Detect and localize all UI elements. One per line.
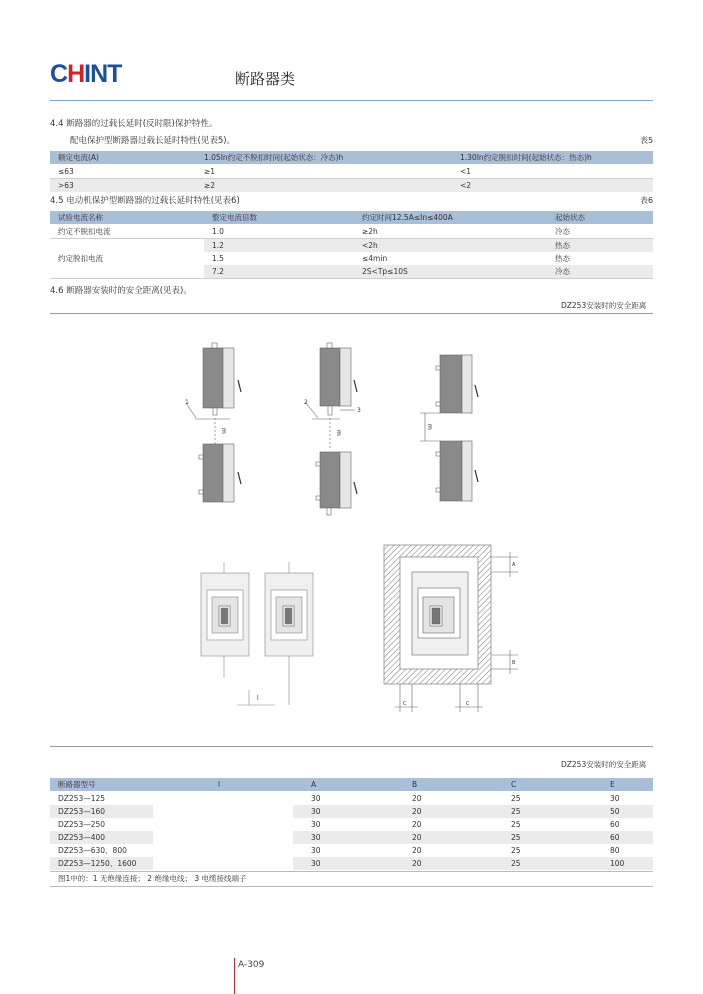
section-4-4-heading: 4.4 断路器的过载长延时(反时限)保护特性。 <box>50 119 218 129</box>
label-2: 2 <box>304 399 308 406</box>
table6-cell: 1.0 <box>212 227 224 236</box>
figure-bottom-rule <box>50 746 653 747</box>
table7-cell: 20 <box>412 794 422 803</box>
table7-cell: 25 <box>511 833 521 842</box>
table5-cell: >63 <box>58 181 74 190</box>
table7-footnote: 图1中的：1 无绝缘连接； 2 绝缘电线； 3 电缆接线端子 <box>58 874 247 883</box>
table5-cell: <1 <box>460 167 472 176</box>
table6-cell: 2S<Tp≤10S <box>362 267 408 276</box>
page-number: A-309 <box>238 960 265 970</box>
table6-label: 表6 <box>640 196 654 205</box>
table7-cell: 20 <box>412 807 422 816</box>
table7-header <box>50 778 653 791</box>
table7-cell: 60 <box>610 833 620 842</box>
table5-col-current: 额定电流(A) <box>58 153 99 162</box>
table7-cell: DZ253—250 <box>58 820 106 829</box>
table-row <box>50 831 653 844</box>
section-4-6-heading: 4.6 断路器安装时的安全距离(见表)。 <box>50 286 192 296</box>
table-row <box>50 818 653 831</box>
table5-cell: ≤63 <box>58 167 74 176</box>
table7-col: A <box>311 780 317 789</box>
label-m: m <box>220 428 227 434</box>
table7-cell: 30 <box>311 820 321 829</box>
table6-cell: 冷态 <box>555 267 570 276</box>
table6-cell: 7.2 <box>212 267 224 276</box>
table7-col: C <box>511 780 517 789</box>
table7-rule <box>50 871 653 872</box>
table7-cell: 25 <box>511 846 521 855</box>
section-4-5-heading: 4.5 电动机保护型断路器的过载长延时特性(见表6) <box>50 196 240 206</box>
footer-red-rule <box>234 958 235 994</box>
table6-cell: 1.2 <box>212 241 224 250</box>
table7-bottom-rule <box>50 886 653 887</box>
table7-cell: 100 <box>610 859 625 868</box>
table5-col-trip: 1.30In约定脱扣时间(起始状态：热态)h <box>460 153 592 162</box>
table5-cell: ≥1 <box>204 167 216 176</box>
breaker-pair-2 <box>306 343 357 515</box>
table-row <box>50 805 653 818</box>
label-l: l <box>257 695 259 702</box>
breaker-pair-1 <box>186 343 241 502</box>
label-c-right: C <box>466 701 470 707</box>
label-c-left: C <box>403 701 407 707</box>
table6-col: 起始状态 <box>555 213 585 222</box>
table6-col: 整定电流倍数 <box>212 213 257 222</box>
table6-col: 约定时间12.5A≤In≤400A <box>362 213 453 222</box>
table6-cell: ≤4min <box>362 254 388 263</box>
table6-col: 试验电流名称 <box>58 213 103 222</box>
enclosure-view <box>384 545 518 712</box>
section-4-4-sub: 配电保护型断路器过载长延时特性(见表5)。 <box>70 136 236 146</box>
table7-cell: 30 <box>610 794 620 803</box>
chint-logo: CHINT <box>50 60 122 88</box>
table7-cell: DZ253—160 <box>58 807 106 816</box>
table7-cell: DZ253—125 <box>58 794 106 803</box>
table6-cell: 热态 <box>555 241 570 250</box>
section-title: 断路器类 <box>235 70 296 88</box>
label-a: A <box>512 562 516 568</box>
table7-cell: 50 <box>610 807 620 816</box>
table-row <box>50 844 653 857</box>
table7-col: B <box>412 780 418 789</box>
table7-cell: 20 <box>412 859 422 868</box>
label-m-2: m <box>335 430 342 436</box>
label-b: B <box>512 660 516 666</box>
table7-cell: 25 <box>511 859 521 868</box>
table7-cell: DZ253—1250、1600 <box>58 859 137 868</box>
table7-cell: 25 <box>511 807 521 816</box>
table5-label: 表5 <box>640 136 654 145</box>
table7-cell: 25 <box>511 820 521 829</box>
table7-cell: 20 <box>412 833 422 842</box>
table6-cell: 1.5 <box>212 254 224 263</box>
table7-cell: 60 <box>610 820 620 829</box>
table7-cell: 30 <box>311 794 321 803</box>
label-3: 3 <box>357 407 361 414</box>
table7-cell: 30 <box>311 859 321 868</box>
table6-cell: 热态 <box>555 254 570 263</box>
table7-cell: DZ253—400 <box>58 833 106 842</box>
table7-col: 断路器型号 <box>58 780 96 789</box>
label-1: 1 <box>185 399 189 406</box>
table-row <box>50 857 653 870</box>
table7-col: E <box>610 780 615 789</box>
front-view-pair <box>201 562 313 705</box>
table5-cell: ≥2 <box>204 181 216 190</box>
table6-cell: 约定不脱扣电流 <box>58 227 111 236</box>
table7-cell: 20 <box>412 820 422 829</box>
table7-cell: DZ253—630、800 <box>58 846 127 855</box>
table5-cell: <2 <box>460 181 472 190</box>
table-row <box>50 792 653 805</box>
table5-col-nontrip: 1.05In约定不脱扣时间(起始状态：冷态)h <box>204 153 344 162</box>
table7-cell: 80 <box>610 846 620 855</box>
table7-cell: 20 <box>412 846 422 855</box>
table7-col: l <box>218 780 221 789</box>
table6-group-label: 约定脱扣电流 <box>58 254 103 263</box>
figure-caption: DZ253安装时的安全距离 <box>561 301 647 310</box>
table7-caption: DZ253安装时的安全距离 <box>561 760 647 769</box>
table6-cell: 冷态 <box>555 227 570 236</box>
table7-cell: 30 <box>311 807 321 816</box>
table6-cell: <2h <box>362 241 378 250</box>
table7-cell: 30 <box>311 833 321 842</box>
label-m-3: m <box>426 424 433 430</box>
table6-cell: ≥2h <box>362 227 378 236</box>
table7-cell: 30 <box>311 846 321 855</box>
table7-cell: 25 <box>511 794 521 803</box>
